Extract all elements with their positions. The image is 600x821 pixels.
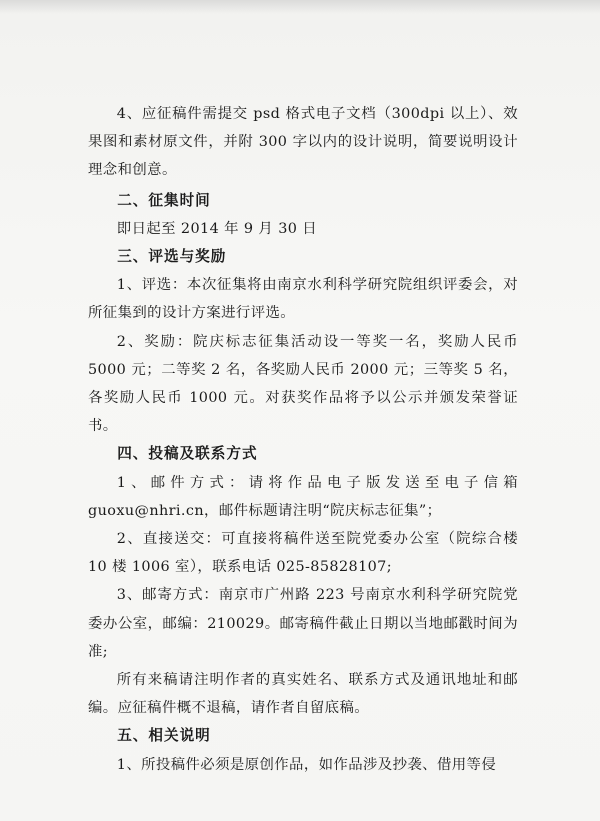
paragraph-delivery: 2、直接送交：可直接将稿件送至院党委办公室（院综合楼 10 楼 1006 室），联系电话 025-85828107; bbox=[88, 531, 518, 576]
paragraph-mail: 3、邮寄方式：南京市广州路 223 号南京水利科学研究院党委办公室，邮编：210029。邮寄稿件截止日期以当地邮戳时间为准; bbox=[88, 587, 518, 660]
heading-contact: 四、投稿及联系方式 bbox=[117, 445, 258, 463]
paragraph-selection: 1、评选：本次征集将由南京水利科学研究院组织评委会，对所征集到的设计方案进行评选。 bbox=[88, 277, 518, 322]
scan-shadow bbox=[0, 0, 600, 14]
paragraph-email: 1、邮件方式：请将作品电子版发送至电子信箱 guoxu@nhri.cn，邮件标题请注明“院庆标志征集”； bbox=[88, 474, 518, 519]
document-body bbox=[88, 100, 518, 779]
paragraph-notes: 所有来稿请注明作者的真实姓名、联系方式及通讯地址和邮编。应征稿件概不退稿，请作者自留底稿。 bbox=[88, 672, 518, 717]
paragraph-submission-format: 4、应征稿件需提交 psd 格式电子文档（300dpi 以上）、效果图和素材原文件，并附 300 字以内的设计说明，简要说明设计理念和创意。 bbox=[88, 106, 518, 179]
heading-collection-time: 二、征集时间 bbox=[117, 191, 211, 209]
heading-selection-awards: 三、评选与奖励 bbox=[117, 248, 227, 266]
paragraph-awards: 2、奖励：院庆标志征集活动设一等奖一名，奖励人民币 5000 元；二等奖 2 名，各奖励人民币 2000 元；三等奖 5 名，各奖励人民币 1000 元。对获奖作品将予以公示并颁发荣誉证书。 bbox=[88, 333, 518, 435]
paragraph-deadline: 即日起至 2014 年 9 月 30 日 bbox=[116, 220, 318, 237]
paragraph-originality: 1、所投稿件必须是原创作品，如作品涉及抄袭、借用等侵 bbox=[116, 756, 497, 773]
heading-related: 五、相关说明 bbox=[117, 727, 211, 745]
